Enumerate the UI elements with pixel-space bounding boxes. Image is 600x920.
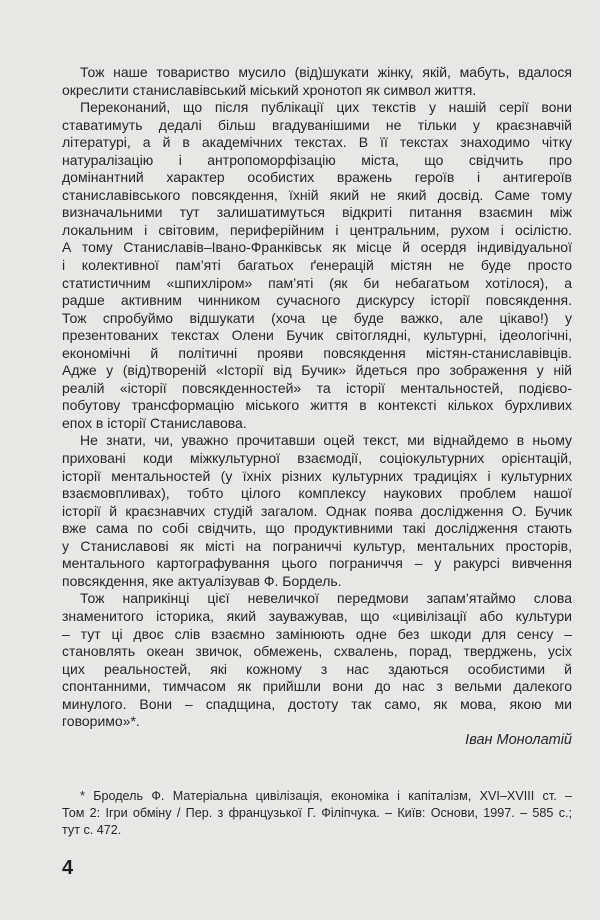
text-line: приховані коди міжкультурної взаємодії, соціокультурних орієнтацій, xyxy=(62,450,572,467)
text-line: історії й краєзнавчих студій загалом. Однак поява дослідження О. Бучик xyxy=(62,502,572,519)
text-line: презентованих текстах Олени Бучик світоглядні, культурні, ідеологічні, xyxy=(62,327,572,344)
text-line: Тож наприкінці цієї невеличкої передмови запам’ятаймо слова xyxy=(80,590,572,607)
text-line: реалій «історії повсякденностей» та історії ментальностей, подієво- xyxy=(62,379,572,396)
text-line: вже сама по собі свідчить, що продуктивними такі дослідження стають xyxy=(62,520,572,537)
footnote-line: Том 2: Ігри обміну / Пер. з французької Г. Філіпчука. – Київ: Основи, 1997. – 585 с.; xyxy=(62,806,572,820)
text-line: цих реальностей, які кожному з нас здаються особистими й xyxy=(62,660,572,677)
text-line: ставатимуть дедалі більш вгадуванішими не тільки у краєзнавчій xyxy=(62,116,572,133)
text-line: статистичним «шпихліром» пам’яті (як би небагатьом хотілося), а xyxy=(62,274,572,291)
text-line: літературі, а й в академічних текстах. В її текстах знаходимо чітку xyxy=(62,134,572,151)
text-line: локальним і світовим, периферійним і центральним, рухом і осілістю. xyxy=(62,221,572,238)
text-line: повсякдення, яке актуалізував Ф. Бордель. xyxy=(62,572,342,589)
footnote-line: * Бродель Ф. Матеріальна цивілізація, економіка і капіталізм, XVI–XVIII ст. – xyxy=(80,789,572,803)
text-line: епох в історії Станиславова. xyxy=(62,414,247,431)
text-line: визначальними тут залишатимуться відкриті питання взаємин між xyxy=(62,204,572,221)
paragraph xyxy=(62,64,572,99)
text-line: домінантний характер особистих вражень героїв і антигероїв xyxy=(62,169,572,186)
text-line: А тому Станиславів–Івано-Франківськ як місце й осердя індивідуальної xyxy=(62,239,572,256)
body-text xyxy=(62,64,572,731)
text-line: взаємовпливах), тобто цілого комплексу наукових проблем нашої xyxy=(62,485,572,502)
text-line: говоримо»*. xyxy=(62,713,140,730)
text-line: історії ментальностей (у їхніх різних культурних традиціях і культурних xyxy=(62,467,572,484)
text-line: радше активним чинником сучасного дискурсу історії повсякдення. xyxy=(62,292,572,309)
text-line: Тож спробуймо відшукати (хоча це буде важко, але цікаво!) у xyxy=(62,309,572,326)
text-line: і колективної пам’яті багатьох ґенерацій містян не буде просто xyxy=(62,257,572,274)
footnote-line: тут с. 472. xyxy=(62,823,122,837)
footnote xyxy=(62,788,572,839)
text-line: Адже у (від)твореній «Історії від Бучик» йдеться про зображення у ній xyxy=(62,362,572,379)
text-line: у Станиславові як місті на пограниччі культур, ментальних просторів, xyxy=(62,537,572,554)
text-line: Переконаний, що після публікації цих текстів у нашій серії вони xyxy=(80,99,572,116)
text-line: минулого. Вони – спадщина, достоту так само, як мова, якою ми xyxy=(62,695,572,712)
paragraph xyxy=(62,432,572,590)
text-line: ментального картографування цього пограниччя – у ракурсі вивчення xyxy=(62,555,572,572)
page-number: 4 xyxy=(62,857,74,879)
text-line: побутову трансформацію міського життя в контексті кількох бурхливих xyxy=(62,397,572,414)
text-line: економічні й політичні прояви повсякдення містян-станиславівців. xyxy=(62,344,572,361)
text-line: знаменитого історика, який зауважував, що «цивілізації або культури xyxy=(62,607,572,624)
text-line: – тут ці двоє слів взаємно замінюють одне без шкоди для сенсу – xyxy=(62,625,572,642)
paragraph xyxy=(62,99,572,432)
text-line: Не знати, чи, уважно прочитавши оцей текст, ми віднайдемо в ньому xyxy=(80,432,572,449)
text-line: становлять океан звичок, обмежень, схвалень, порад, тверджень, усіх xyxy=(62,643,572,660)
text-line: спонтанними, тимчасом як прийшли вони до нас з вельми далекого xyxy=(62,678,572,695)
paragraph xyxy=(62,590,572,730)
text-line: натуралізацію і антропоморфізацію міста, що свідчить про xyxy=(62,151,572,168)
text-line: станиславівського повсякдення, їхній який не який досвід. Саме тому xyxy=(62,186,572,203)
text-line: окреслити станиславівський міський хронотоп як символ життя. xyxy=(62,81,477,98)
author-signature: Іван Монолатій xyxy=(465,732,572,748)
text-line: Тож наше товариство мусило (від)шукати жінку, якій, мабуть, вдалося xyxy=(80,64,572,80)
